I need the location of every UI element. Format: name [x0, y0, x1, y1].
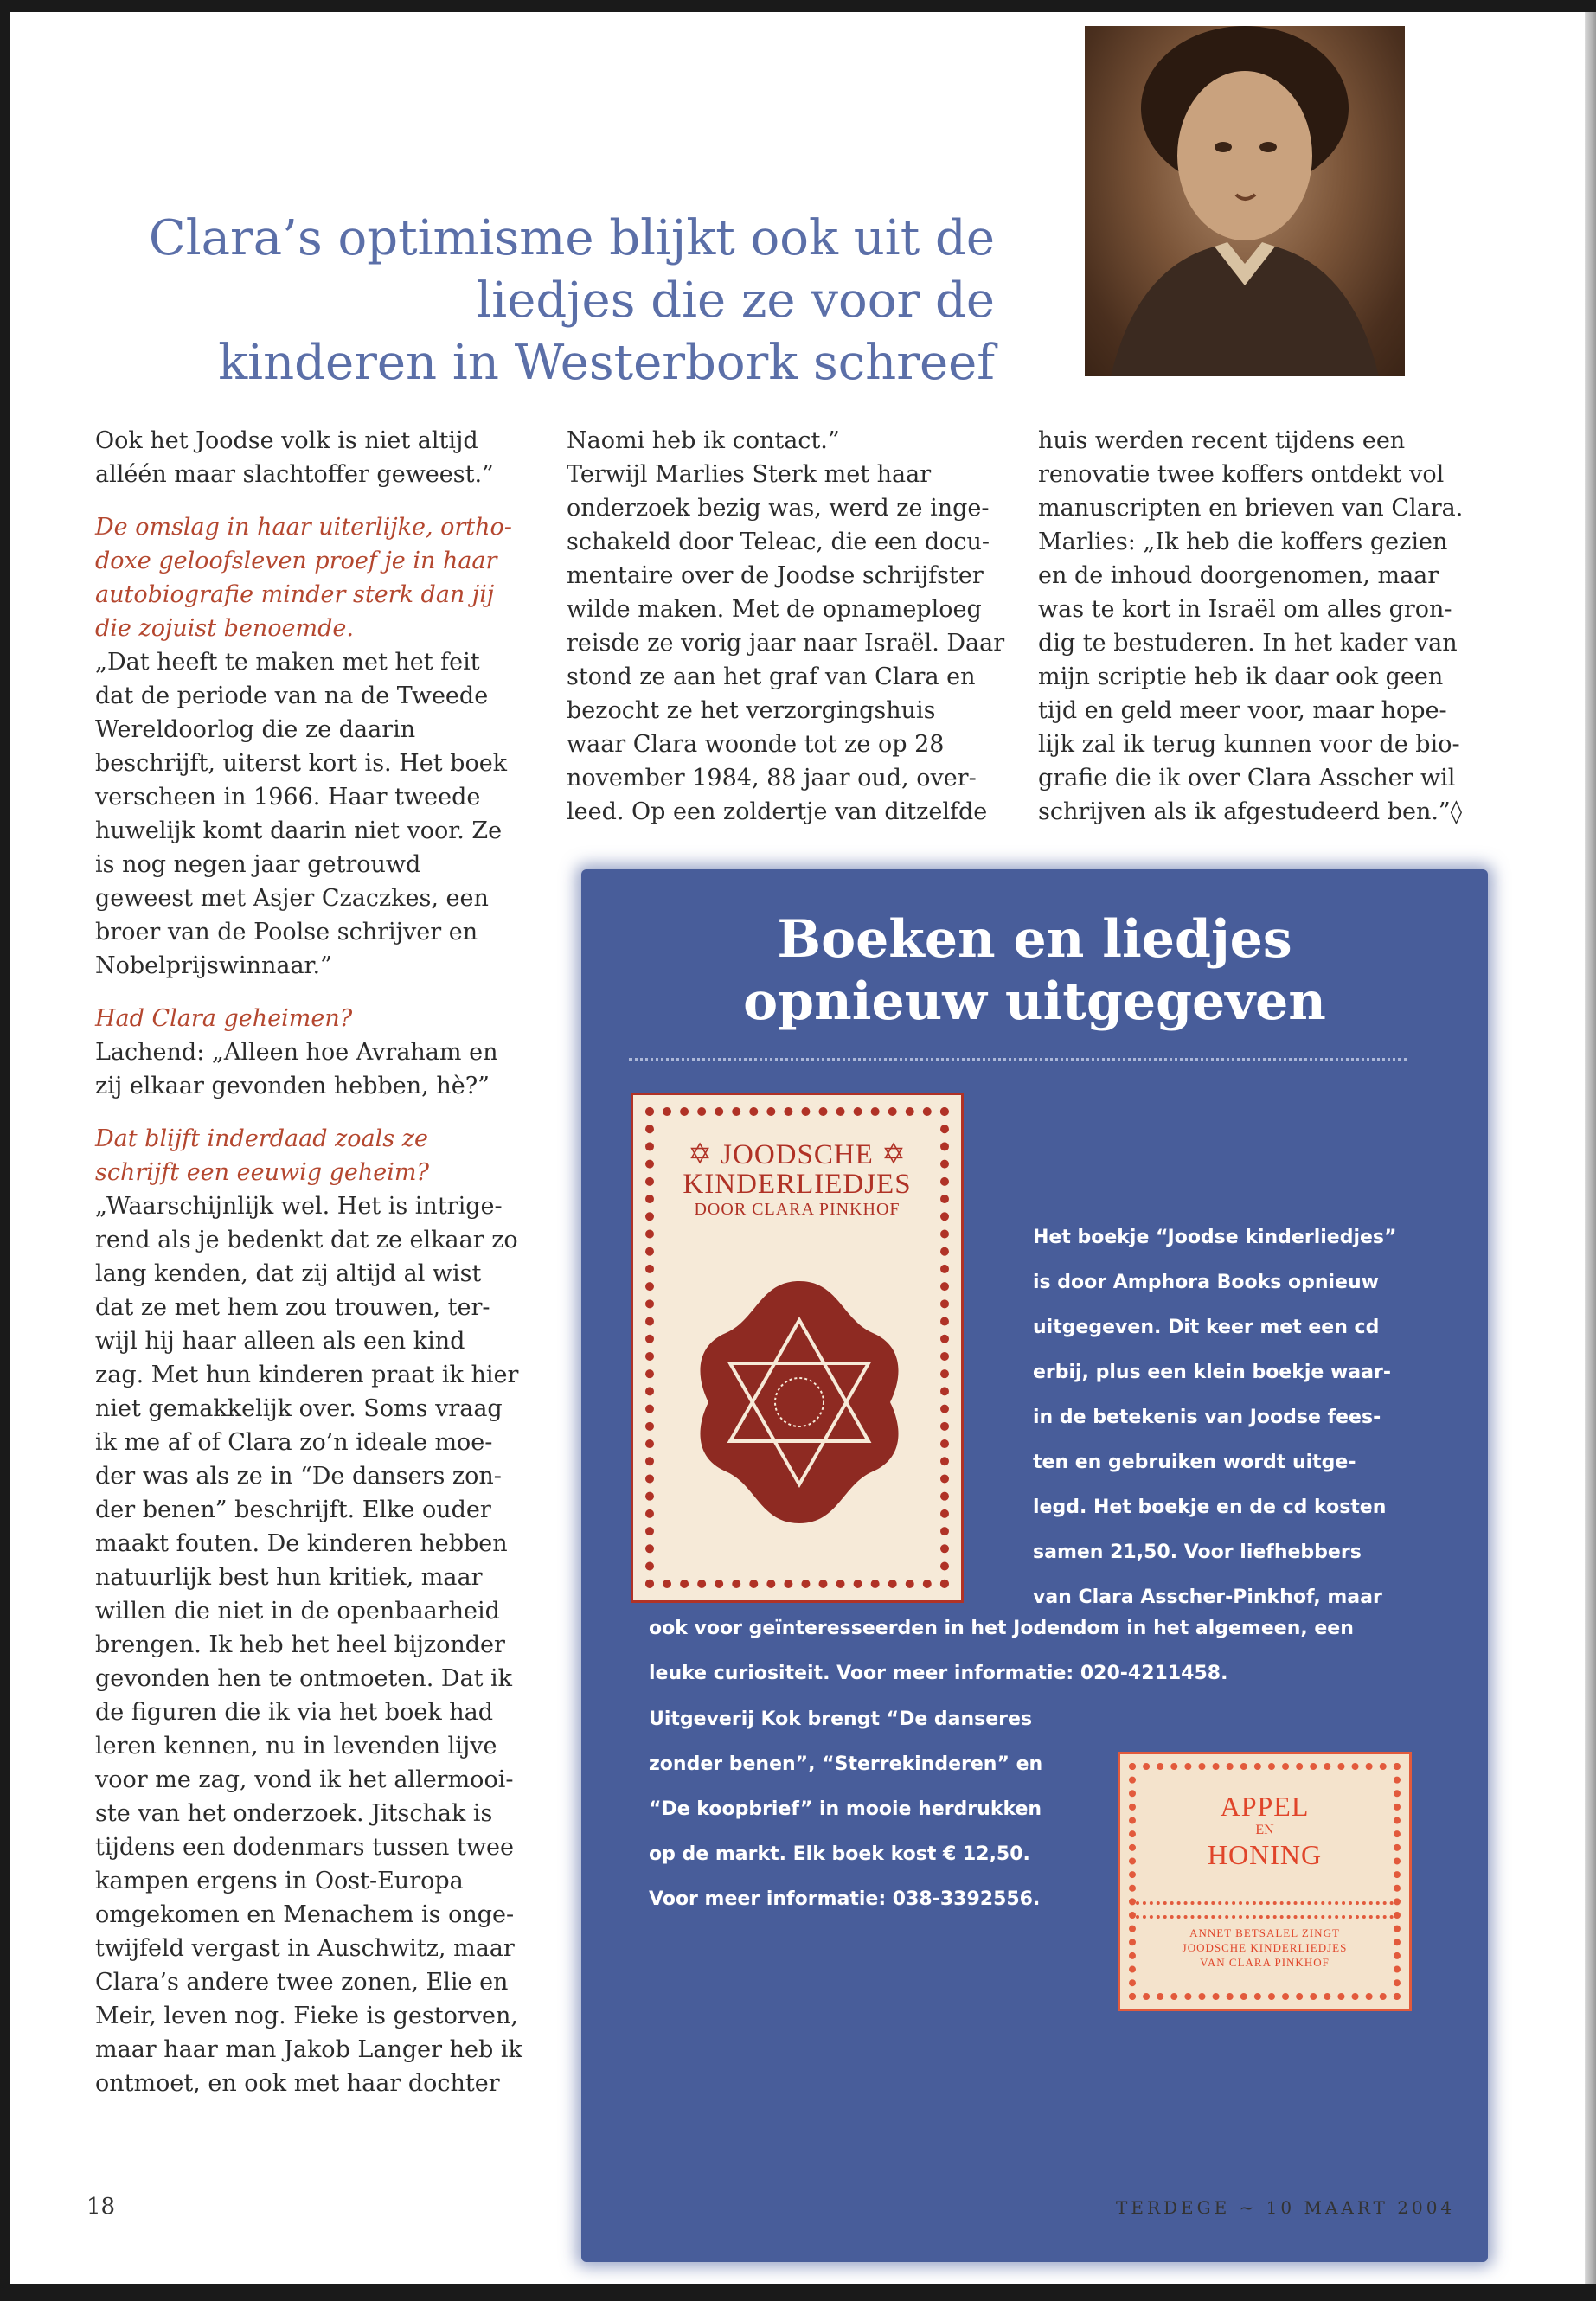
text-line: brengen. Ik heb het heel bijzonder	[95, 1631, 505, 1658]
text-line: Nobelprijswinnaar.”	[95, 952, 332, 979]
text-line: samen 21,50. Voor liefhebbers	[1033, 1541, 1362, 1563]
text-line: Meir, leven nog. Fieke is gestorven,	[95, 2003, 518, 2029]
page-number: 18	[87, 2194, 116, 2220]
text-line: renovatie twee koffers ontdekt vol	[1038, 461, 1445, 488]
text-line: ste van het onderzoek. Jitschak is	[95, 1800, 493, 1827]
text-line: „Dat heeft te maken met het feit	[95, 649, 480, 676]
cover-title-line: EN	[1255, 1823, 1274, 1837]
paragraph	[95, 424, 528, 491]
book-description-2	[649, 1606, 1354, 1696]
text-line: Uitgeverij Kok brengt “De danseres	[649, 1708, 1033, 1730]
text-line: gevonden hen te ontmoeten. Dat ik	[95, 1665, 513, 1692]
cover-title-line: APPEL	[1220, 1791, 1310, 1822]
text-line: Lachend: „Alleen hoe Avraham en	[95, 1039, 498, 1066]
text-line: leed. Op een zoldertje van ditzelfde	[567, 798, 988, 825]
dotted-divider	[629, 1058, 1407, 1061]
text-line: ten en gebruiken wordt uitge-	[1033, 1452, 1356, 1473]
top-border	[0, 0, 1596, 12]
text-line: voor me zag, vond ik het allermooi-	[95, 1766, 514, 1793]
cover-byline: DOOR CLARA PINKHOF	[694, 1200, 901, 1219]
text-line: wilde maken. Met de opnameploeg	[567, 596, 982, 623]
interview-answer	[95, 645, 528, 983]
text-line: bezocht ze het verzorgingshuis	[567, 697, 936, 724]
text-line: omgekomen en Menachem is onge-	[95, 1901, 515, 1928]
text-line: lang kenden, dat zij altijd al wist	[95, 1260, 482, 1287]
text-line: rend als je bedenkt dat ze elkaar zo	[95, 1227, 518, 1253]
text-line: maar haar man Jakob Langer heb ik	[95, 2036, 522, 2063]
decorative-band	[1136, 1901, 1394, 1919]
cover-title	[633, 1140, 961, 1220]
text-line: Naomi heb ik contact.”	[567, 427, 840, 454]
text-line: is nog negen jaar getrouwd	[95, 851, 421, 878]
book-cover-joodsche-kinderliedjes	[631, 1093, 964, 1603]
text-line: stond ze aan het graf van Clara en	[567, 663, 976, 690]
text-line: Marlies: „Ik heb die koffers gezien	[1038, 529, 1448, 555]
text-line: Het boekje “Joodse kinderliedjes”	[1033, 1227, 1397, 1248]
cd-cover-appel-en-honing	[1118, 1752, 1412, 2011]
text-line: dig te bestuderen. In het kader van	[1038, 630, 1458, 657]
publication-footer: TERDEGE ~ 10 MAART 2004	[1116, 2197, 1456, 2218]
text-line: schrijven als ik afgestudeerd ben.”◊	[1038, 798, 1463, 825]
text-line: is door Amphora Books opnieuw	[1033, 1272, 1379, 1293]
title-line: Boeken en liedjes	[777, 909, 1292, 970]
text-line: dat de periode van na de Tweede	[95, 683, 489, 709]
cover-title-line: ✡ JOODSCHE ✡	[688, 1139, 907, 1170]
text-line: dat ze met hem zou trouwen, ter-	[95, 1294, 490, 1321]
text-line: zij elkaar gevonden hebben, hè?”	[95, 1073, 490, 1099]
text-line: geweest met Asjer Czaczkes, een	[95, 885, 489, 912]
text-line: der benen” beschrijft. Elke ouder	[95, 1497, 491, 1523]
headline-line: kinderen in Westerbork schreef	[218, 335, 995, 391]
text-line: Dat blijft inderdaad zoals ze	[95, 1125, 428, 1152]
text-line: manuscripten en brieven van Clara.	[1038, 495, 1464, 522]
credit-line: JOODSCHE KINDERLIEDJES	[1182, 1941, 1348, 1954]
text-line: broer van de Poolse schrijver en	[95, 919, 478, 945]
text-line: van Clara Asscher-Pinkhof, maar	[1033, 1586, 1382, 1608]
text-line: schrijft een eeuwig geheim?	[95, 1159, 429, 1186]
article-headline	[52, 208, 995, 394]
text-line: der was als ze in “De dansers zon-	[95, 1463, 502, 1490]
text-line: en de inhoud doorgenomen, maar	[1038, 562, 1439, 589]
text-line: “De koopbrief” in mooie herdrukken	[649, 1798, 1042, 1820]
headline-line: Clara’s optimisme blijkt ook uit de	[148, 210, 995, 266]
text-line: huis werden recent tijdens een	[1038, 427, 1406, 454]
text-line: op de markt. Elk boek kost € 12,50.	[649, 1843, 1030, 1865]
text-line: doxe geloofsleven proef je in haar	[95, 548, 497, 574]
text-line: Ook het Joodse volk is niet altijd	[95, 427, 478, 454]
right-page-edge	[1585, 12, 1596, 2284]
text-line: verscheen in 1966. Haar tweede	[95, 784, 481, 811]
text-line: die zojuist benoemde.	[95, 615, 354, 642]
text-line: willen die niet in de openbaarheid	[95, 1598, 500, 1625]
text-line: reisde ze vorig jaar naar Israël. Daar	[567, 630, 1005, 657]
sidebar-title	[581, 908, 1488, 1033]
text-line: leren kennen, nu in levenden lijve	[95, 1733, 497, 1759]
interview-answer	[95, 1189, 528, 2100]
text-line: niet gemakkelijk over. Soms vraag	[95, 1395, 503, 1422]
text-line: in de betekenis van Joodse fees-	[1033, 1407, 1381, 1428]
cover-title-line: HONING	[1207, 1839, 1323, 1870]
bottom-border	[0, 2284, 1596, 2301]
article-column-1	[95, 424, 528, 2100]
text-line: autobiografie minder sterk dan jij	[95, 581, 495, 608]
sidebar-box	[581, 869, 1488, 2262]
text-line: wijl hij haar alleen als een kind	[95, 1328, 465, 1355]
headline-line: liedjes die ze voor de	[476, 272, 995, 329]
text-line: Clara’s andere twee zonen, Elie en	[95, 1969, 509, 1996]
text-line: Had Clara geheimen?	[95, 1005, 353, 1032]
interview-question	[95, 1002, 528, 1035]
text-line: schakeld door Teleac, die een docu-	[567, 529, 990, 555]
credit-line: ANNET BETSALEL ZINGT	[1189, 1926, 1340, 1939]
text-line: huwelijk komt daarin niet voor. Ze	[95, 817, 503, 844]
portrait-photo	[1085, 26, 1405, 376]
text-line: mijn scriptie heb ik daar ook geen	[1038, 663, 1444, 690]
cover-title-line: KINDERLIEDJES	[683, 1169, 912, 1200]
title-line: opnieuw uitgegeven	[743, 971, 1326, 1032]
text-line: „Waarschijnlijk wel. Het is intrige-	[95, 1193, 503, 1220]
book-description-1	[1033, 1215, 1396, 1620]
text-line: erbij, plus een klein boekje waar-	[1033, 1362, 1391, 1383]
text-line: ook voor geïnteresseerden in het Jodendom in het algemeen, een	[649, 1618, 1354, 1639]
text-line: twijfeld vergast in Auschwitz, maar	[95, 1935, 515, 1962]
text-line: Terwijl Marlies Sterk met haar	[567, 461, 932, 488]
interview-question	[95, 510, 528, 645]
text-line: zonder benen”, “Sterrekinderen” en	[649, 1753, 1043, 1775]
article-column-3	[1038, 424, 1471, 829]
text-line: ontmoet, en ook met haar dochter	[95, 2070, 500, 2097]
text-line: onderzoek bezig was, werd ze inge-	[567, 495, 990, 522]
text-line: waar Clara woonde tot ze op 28	[567, 731, 945, 758]
text-line: tijdens een dodenmars tussen twee	[95, 1834, 514, 1861]
cover-title	[1120, 1791, 1409, 1870]
interview-question	[95, 1122, 528, 1189]
text-line: grafie die ik over Clara Asscher wil	[1038, 765, 1456, 792]
text-line: de figuren die ik via het boek had	[95, 1699, 494, 1726]
text-line: leuke curiositeit. Voor meer informatie: 020-4211458.	[649, 1663, 1228, 1684]
book-description-3	[649, 1697, 1042, 1922]
text-line: De omslag in haar uiterlijke, ortho-	[95, 514, 512, 541]
text-line: kampen ergens in Oost-Europa	[95, 1868, 464, 1894]
left-border	[0, 0, 10, 2301]
text-line: beschrijft, uiterst kort is. Het boek	[95, 750, 508, 777]
text-line: november 1984, 88 jaar oud, over-	[567, 765, 977, 792]
text-line: natuurlijk best hun kritiek, maar	[95, 1564, 483, 1591]
text-line: Voor meer informatie: 038-3392556.	[649, 1888, 1041, 1910]
text-line: ik me af of Clara zo’n ideale moe-	[95, 1429, 493, 1456]
text-line: Wereldoorlog die ze daarin	[95, 716, 416, 743]
interview-answer	[95, 1035, 528, 1103]
text-line: lijk zal ik terug kunnen voor de bio-	[1038, 731, 1460, 758]
text-line: mentaire over de Joodse schrijfster	[567, 562, 984, 589]
text-line: tijd en geld meer voor, maar hope-	[1038, 697, 1447, 724]
text-line: was te kort in Israël om alles gron-	[1038, 596, 1452, 623]
article-column-2	[567, 424, 1005, 829]
star-of-david-icon	[687, 1272, 912, 1532]
text-line: maakt fouten. De kinderen hebben	[95, 1530, 508, 1557]
credit-line: VAN CLARA PINKHOF	[1200, 1956, 1330, 1969]
text-line: uitgegeven. Dit keer met een cd	[1033, 1317, 1380, 1338]
cover-credits	[1120, 1926, 1409, 1970]
text-line: legd. Het boekje en de cd kosten	[1033, 1497, 1387, 1518]
text-line: zag. Met hun kinderen praat ik hier	[95, 1362, 519, 1388]
text-line: alléén maar slachtoffer geweest.”	[95, 461, 494, 488]
